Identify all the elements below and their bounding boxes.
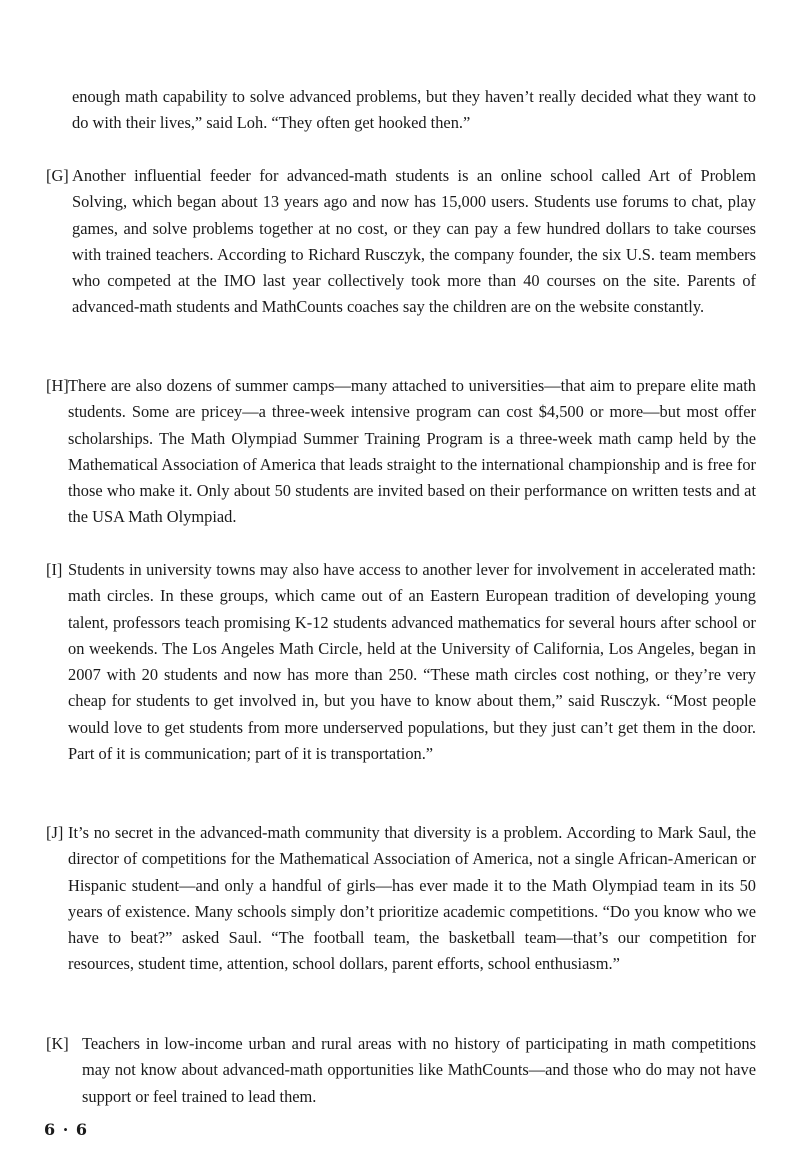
paragraph-j xyxy=(46,820,756,978)
paragraph-text: It’s no secret in the advanced-math community that diversity is a problem. According to Mark Saul, the director of competitions for the Mathematical Association of America, not a single African-American or Hispanic student—and only a handful of girls—has ever made it to the Math Olympiad team in its 50 years of existence. Many schools simply don’t prioritize academic competitions. “Do you know who we have to beat?” asked Saul. “The football team, the basketball team—that’s our competition for resources, student time, attention, school dollars, parent efforts, school enthusiasm.” xyxy=(68,823,756,974)
paragraph-text: There are also dozens of summer camps—many attached to universities—that aim to prepare elite math students. Some are pricey—a three-week intensive program can cost $4,500 or more—but most offer scholarships. The Math Olympiad Summer Training Program is a three-week math camp held by the Mathematical Association of America that leads straight to the international championship and is free for those who make it. Only about 50 students are invited based on their performance on written tests and at the USA Math Olympiad. xyxy=(68,376,756,527)
paragraph-h xyxy=(46,373,756,531)
paragraph-marker: [G] xyxy=(46,166,69,185)
paragraph-text: Students in university towns may also have access to another lever for involvement in accelerated math: math circles. In these groups, which came out of an Eastern European tradition of developing young talent, professors teach promising K-12 students advanced mathematics for several hours after school or on weekends. The Los Angeles Math Circle, held at the University of California, Los Angeles, began in 2007 with 20 students and now has more than 250. “These math circles cost nothing, or they’re very cheap for students to get involved in, but you have to know about them,” said Rusczyk. “Most people would love to get students from more underserved populations, but they just can’t get them in the door. Part of it is communication; part of it is transportation.” xyxy=(68,560,756,764)
paragraph-marker: [K] xyxy=(46,1034,69,1053)
paragraph-marker: [H] xyxy=(46,376,69,395)
paragraph-text: Teachers in low-income urban and rural areas with no history of participating in math competitions may not know about advanced-math opportunities like MathCounts—and those who do may not have support or feel trained to lead them. xyxy=(82,1034,756,1106)
paragraph-text: Another influential feeder for advanced-math students is an online school called Art of Problem Solving, which began about 13 years ago and now has 15,000 users. Students use forums to chat, play games, and solve problems together at no cost, or they can pay a few hundred dollars to take courses with trained teachers. According to Richard Rusczyk, the company founder, the six U.S. team members who competed at the IMO last year collectively took more than 40 courses on the site. Parents of advanced-math students and MathCounts coaches say the children are on the website constantly. xyxy=(72,166,756,317)
paragraph-i xyxy=(46,557,756,767)
page-number: 6 · 6 xyxy=(44,1120,88,1139)
paragraph-marker: [I] xyxy=(46,560,63,579)
continued-paragraph: enough math capability to solve advanced problems, but they haven’t really decided what they want to do with their lives,” said Loh. “They often get hooked then.” xyxy=(72,87,756,132)
paragraph-marker: [J] xyxy=(46,823,64,842)
paragraph-k xyxy=(46,1031,756,1110)
paragraph-g xyxy=(46,163,756,321)
